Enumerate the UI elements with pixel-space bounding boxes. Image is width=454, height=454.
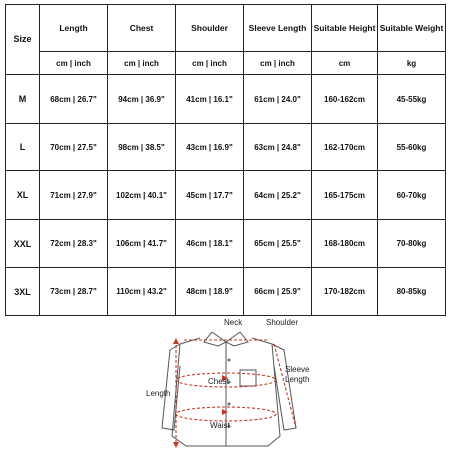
sleeve-label-line1: Sleeve	[285, 365, 310, 374]
sleeve-cell: 66cm | 25.9"	[244, 268, 312, 316]
table-row	[6, 124, 446, 171]
size-cell: L	[6, 124, 40, 171]
height-cell: 162-170cm	[312, 124, 378, 171]
length-cell: 70cm | 27.5"	[40, 124, 108, 171]
suitable-weight-header: Suitable Weight	[378, 5, 446, 52]
shirt-measurement-diagram	[140, 316, 320, 452]
height-cell: 160-162cm	[312, 75, 378, 124]
sleeve-cell: 61cm | 24.0"	[244, 75, 312, 124]
sleeve-label-line2: Length	[285, 375, 310, 384]
shoulder-cell: 48cm | 18.9"	[176, 268, 244, 316]
size-header: Size	[6, 5, 40, 75]
table-row	[6, 75, 446, 124]
size-chart-table	[5, 4, 446, 316]
chest-header: Chest	[108, 5, 176, 52]
unit-row	[6, 52, 446, 75]
suitable-height-header: Suitable Height	[312, 5, 378, 52]
weight-unit: kg	[378, 52, 446, 75]
weight-cell: 60-70kg	[378, 171, 446, 220]
length-unit: cm | inch	[40, 52, 108, 75]
arrow-heads	[173, 338, 228, 448]
table-row	[6, 220, 446, 268]
sleeve-length-header: Sleeve Length	[244, 5, 312, 52]
chest-cell: 94cm | 36.9"	[108, 75, 176, 124]
length-cell: 72cm | 28.3"	[40, 220, 108, 268]
header-row	[6, 5, 446, 52]
length-label: Length	[146, 389, 171, 398]
length-cell: 68cm | 26.7"	[40, 75, 108, 124]
weight-cell: 45-55kg	[378, 75, 446, 124]
table-row	[6, 268, 446, 316]
chest-cell: 102cm | 40.1"	[108, 171, 176, 220]
chest-cell: 98cm | 38.5"	[108, 124, 176, 171]
sleeve-cell: 63cm | 24.8"	[244, 124, 312, 171]
length-cell: 71cm | 27.9"	[40, 171, 108, 220]
length-header: Length	[40, 5, 108, 52]
chest-label: Chest	[208, 377, 229, 386]
height-cell: 165-175cm	[312, 171, 378, 220]
height-cell: 170-182cm	[312, 268, 378, 316]
shoulder-unit: cm | inch	[176, 52, 244, 75]
shoulder-header: Shoulder	[176, 5, 244, 52]
table-row	[6, 171, 446, 220]
size-cell: XXL	[6, 220, 40, 268]
waist-label: Waist	[210, 421, 230, 430]
size-cell: M	[6, 75, 40, 124]
shoulder-cell: 41cm | 16.1"	[176, 75, 244, 124]
neck-label: Neck	[224, 318, 243, 327]
weight-cell: 80-85kg	[378, 268, 446, 316]
shoulder-label: Shoulder	[266, 318, 299, 327]
chest-unit: cm | inch	[108, 52, 176, 75]
weight-cell: 70-80kg	[378, 220, 446, 268]
sleeve-unit: cm | inch	[244, 52, 312, 75]
sleeve-cell: 64cm | 25.2"	[244, 171, 312, 220]
size-cell: 3XL	[6, 268, 40, 316]
weight-cell: 55-60kg	[378, 124, 446, 171]
length-cell: 73cm | 28.7"	[40, 268, 108, 316]
chest-cell: 110cm | 43.2"	[108, 268, 176, 316]
shoulder-cell: 43cm | 16.9"	[176, 124, 244, 171]
sleeve-cell: 65cm | 25.5"	[244, 220, 312, 268]
shoulder-cell: 45cm | 17.7"	[176, 171, 244, 220]
height-unit: cm	[312, 52, 378, 75]
size-cell: XL	[6, 171, 40, 220]
height-cell: 168-180cm	[312, 220, 378, 268]
chest-cell: 106cm | 41.7"	[108, 220, 176, 268]
shoulder-cell: 46cm | 18.1"	[176, 220, 244, 268]
